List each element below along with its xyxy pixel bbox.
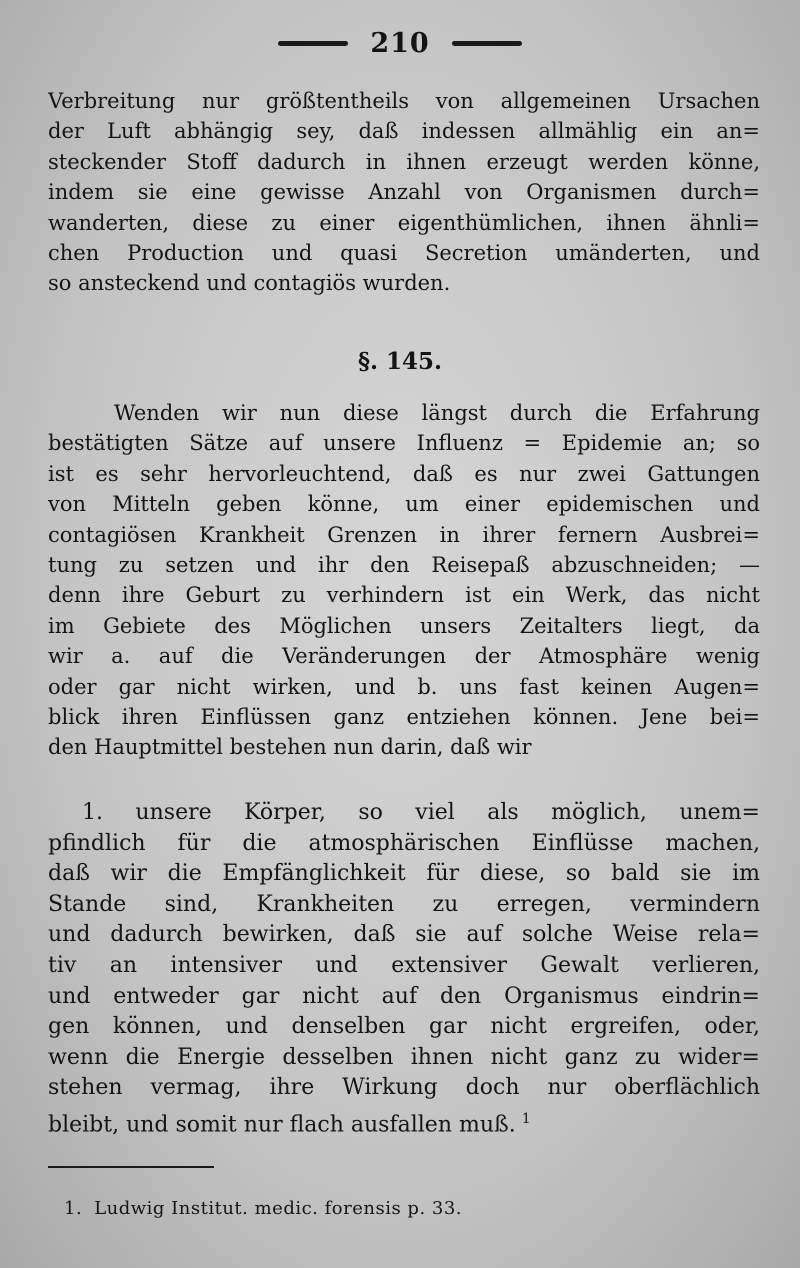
footnote-divider [48, 1166, 214, 1168]
section-heading: §. 145. [357, 348, 443, 375]
paragraph-continued [48, 86, 760, 299]
footnote-text: Ludwig Institut. medic. forensis p. 33. [94, 1198, 463, 1219]
page-header [0, 28, 800, 59]
text-line: gen können, und denselben gar nicht ergreifen, oder, [48, 1014, 760, 1040]
text-line: bestätigten Sätze auf unsere Influenz = Epidemie an; so [48, 431, 760, 456]
text-line: 1. unsere Körper, so viel als möglich, unem= [82, 800, 760, 825]
text-line: blick ihren Einflüssen ganz entziehen können. Jene bei= [48, 705, 760, 730]
footnote-marker: 1. [64, 1198, 83, 1219]
footnote-reference[interactable]: 1 [521, 1110, 531, 1127]
text-line: wanderten, diese zu einer eigenthümlichen, ihnen ähnli= [48, 210, 760, 235]
text-line: so ansteckend und contagiös wurden. [48, 271, 451, 296]
header-rule-left [278, 41, 348, 46]
text-line: Verbreitung nur größtentheils von allgemeinen Ursachen [48, 89, 760, 113]
text-line: chen Production und quasi Secretion umänderten, und [48, 241, 760, 266]
text-line: tung zu setzen und ihr den Reisepaß abzuschneiden; — [48, 553, 760, 578]
text-line: tiv an intensiver und extensiver Gewalt verlieren, [48, 952, 760, 978]
text-line: daß wir die Empfänglichkeit für diese, so bald sie im [48, 861, 760, 887]
text-line-content: bleibt, und somit nur flach ausfallen muß. [48, 1112, 516, 1138]
page-number: 210 [370, 28, 430, 59]
text-line: den Hauptmittel bestehen nun darin, daß wir [48, 735, 532, 760]
footnote [64, 1198, 462, 1219]
text-line: oder gar nicht wirken, und b. uns fast keinen Augen= [48, 674, 760, 699]
paragraph-list-item [48, 798, 760, 1141]
text-line: im Gebiete des Möglichen unsers Zeitalters liegt, da [48, 613, 760, 638]
text-line: von Mitteln geben könne, um einer epidemischen und [48, 492, 760, 517]
header-rule-right [452, 41, 522, 46]
text-line: wenn die Energie desselben ihnen nicht ganz zu wider= [48, 1044, 760, 1070]
text-line: steckender Stoff dadurch in ihnen erzeugt werden könne, [48, 149, 760, 174]
text-line: pfindlich für die atmosphärischen Einflüsse machen, [48, 830, 760, 856]
text-line: Stande sind, Krankheiten zu erregen, vermindern [48, 891, 760, 917]
text-line: der Luft abhängig sey, daß indessen allmählig ein an= [48, 119, 760, 144]
paragraph-main [48, 398, 760, 763]
text-line: Wenden wir nun diese längst durch die Erfahrung [114, 401, 760, 425]
text-line: contagiösen Krankheit Grenzen in ihrer fernern Ausbrei= [48, 522, 760, 547]
text-line [48, 1104, 760, 1141]
text-line: und dadurch bewirken, daß sie auf solche Weise rela= [48, 922, 760, 948]
text-line: indem sie eine gewisse Anzahl von Organismen durch= [48, 180, 760, 205]
text-line: stehen vermag, ihre Wirkung doch nur oberflächlich [48, 1075, 760, 1101]
text-line: und entweder gar nicht auf den Organismus eindrin= [48, 983, 760, 1009]
text-line: wir a. auf die Veränderungen der Atmosphäre wenig [48, 644, 760, 669]
text-line: denn ihre Geburt zu verhindern ist ein Werk, das nicht [48, 583, 760, 608]
text-line: ist es sehr hervorleuchtend, daß es nur zwei Gattungen [48, 461, 760, 486]
